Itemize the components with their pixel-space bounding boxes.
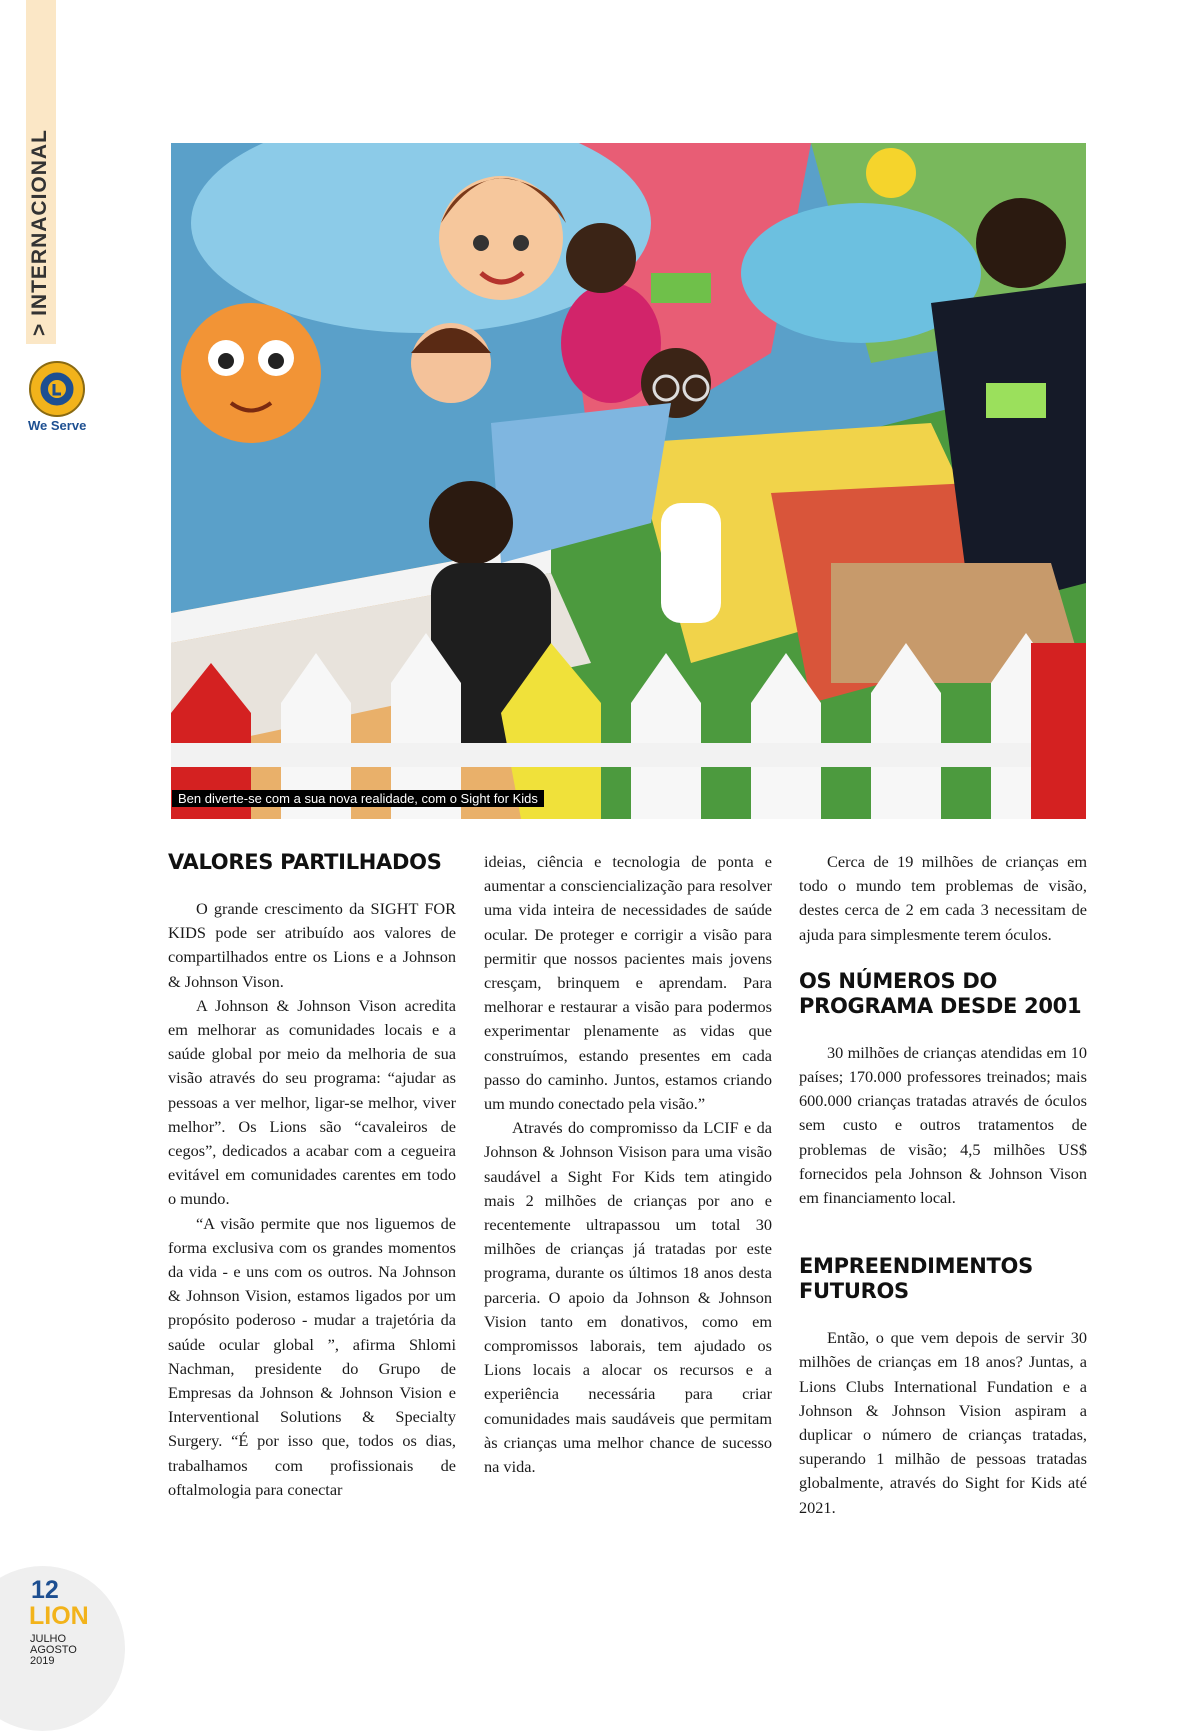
paragraph: Cerca de 19 milhões de crianças em todo o mundo tem problemas de visão, destes cerca de 2 em cada 3 necessitam de ajuda para simplesmente terem óculos. [799,852,1087,944]
paragraph: A Johnson & Johnson Vison acredita em melhorar as comunidades locais e a saúde global por meio da melhoria de sua visão através do seu programa: “ajudar as pessoas a ver melhor, ligar-se melhor, viver melhor”. Os Lions são “cavaleiros de cegos”, dedicados a acabar com a cegueira evitável em comunidades carentes em todo o mundo. [168,995,456,1209]
issue-month-1: JULHO [30,1633,67,1645]
heading-valores-partilhados: VALORES PARTILHADOS [168,850,442,874]
paragraph: “A visão permite que nos liguemos de forma exclusiva com os grandes momentos da vida - e uns com os outros. Na Johnson & Johnson Vision, estamos ligados por um propósito poderoso - mudar a trajetória da saúde ocular global ”, afirma Shlomi Nachman, presidente do Grupo de Empresas da Johnson & Johnson Vision e Interventional Solutions & Specialty Surgery. “É por isso que, todos os dias, trabalhamos com profissionais de oftalmologia para conectar [168,1213,456,1499]
paragraph: Através do compromisso da LCIF e da Johnson & Johnson Visison para uma visão saudável a Sight For Kids tem atingido mais 2 milhões de crianças por ano e recentemente ultrapassou um total 30 milhões de crianças já tratadas por este programa, durante os últimos 18 anos desta parceria. O apoio da Johnson & Johnson Vision tanto em donativos, como em compromissos laborais, tem ajudado os Lions locais a alocar os recursos e a experiência necessária para criar comunidades mais saudáveis que permitam às crianças uma melhor chance de sucesso na vida. [484,1118,772,1477]
issue-date [30,1634,77,1667]
paragraph: Então, o que vem depois de servir 30 milhões de crianças em 18 anos? Juntas, a Lions Clubs International Fundation e a Johnson & Johnson Vision aspiram a duplicar o número de crianças tratadas, superando 1 milhão de pessoas tratadas globalmente, através do Sight for Kids até 2021. [799,1328,1087,1517]
section-label [26,129,56,354]
heading-empreendimentos-futuros: EMPREENDIMENTOS FUTUROS [799,1254,1033,1304]
photo-caption: Ben diverte-se com a sua nova realidade, com o Sight for Kids [172,790,544,807]
article-column-2 [484,850,772,1479]
paragraph: ideias, ciência e tecnologia de ponta e aumentar a consciencialização para resolver uma vida inteira de necessidades de saúde ocular. De proteger e corrigir a visão para permitir que nossos pacientes mais jovens cresçam, brinquem e aprendam. Para melhorar e restaurar a visão para podermos experimentar plenamente as vidas que construímos, estando presentes em cada passo do caminho. Juntos, estamos criando um mundo conectado pela visão.” [484,852,772,1114]
article-photo [171,143,1086,819]
paragraph: 30 milhões de crianças atendidas em 10 países; 170.000 professores treinados; mais 600.000 crianças tratadas através de óculos sem custo e outros tratamentos de problemas de visão; 4,5 milhões US$ fornecidos pela Johnson & Johnson Vison em financiamento local. [799,1042,1087,1208]
section-label-text: > INTERNACIONAL [28,129,51,336]
heading-numeros-programa: OS NÚMEROS DO PROGRAMA DESDE 2001 [799,968,1082,1018]
logo-tagline: We Serve [28,418,87,433]
issue-month-2: AGOSTO [30,1644,77,1656]
lions-logo-icon [28,360,86,418]
page-number: 12 [31,1576,59,1604]
paragraph: O grande crescimento da SIGHT FOR KIDS pode ser atribuído aos valores de compartilhados entre os Lions e a Johnson & Johnson Vison. [168,899,456,991]
magazine-name: LION [29,1602,89,1630]
article-column-3 [799,850,1087,1520]
issue-year: 2019 [30,1655,55,1667]
article-column-1 [168,850,456,1502]
